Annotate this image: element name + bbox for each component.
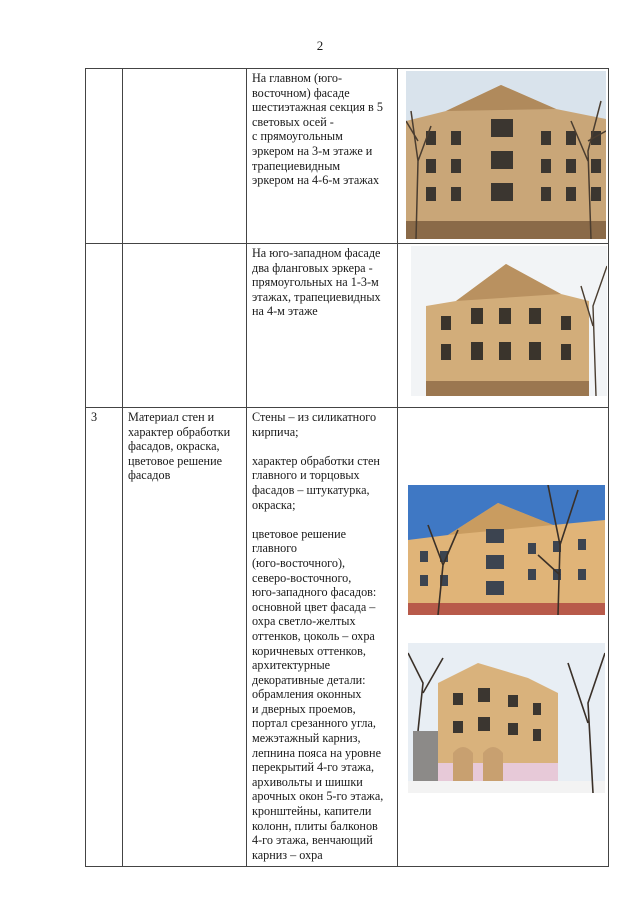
name-line: цветовое решение — [128, 453, 222, 468]
row-number-cell: 3 — [86, 408, 123, 867]
description-line: На главном (юго- — [252, 71, 343, 85]
description-line: охра светло-желтых — [252, 614, 356, 629]
description-line: карниз – охра — [252, 847, 323, 862]
description-line: обрамления оконных — [252, 687, 362, 702]
description-line: на 4-м этаже — [252, 304, 318, 319]
description-line: восточном) фасаде — [252, 85, 350, 100]
description-line: северо-восточного, — [252, 570, 352, 585]
description-line: (юго-восточного), — [252, 555, 346, 570]
description-line: цветовое решение — [252, 526, 346, 541]
building-photo-icon — [408, 485, 605, 615]
description-line: архитектурные — [252, 658, 331, 673]
description-line: эркером на 4-6-м этажах — [252, 173, 380, 188]
row-description-cell — [247, 69, 398, 244]
building-photo — [408, 643, 605, 793]
name-line: фасадов, окраска, — [128, 439, 220, 454]
description-line: юго-западного фасадов: — [252, 585, 377, 600]
description-line: окраска; — [252, 497, 296, 512]
table-row — [86, 408, 609, 867]
building-photo — [406, 71, 606, 239]
name-line: фасадов — [128, 468, 171, 483]
description-line: архивольты и шишки — [252, 774, 363, 789]
name-line: Материал стен и — [128, 410, 215, 424]
description-line: прямоугольных на 1-3-м — [252, 275, 379, 290]
description-line: межэтажный карниз, — [252, 731, 361, 746]
table-row — [86, 244, 609, 408]
description-line: оттенков, цоколь – охра — [252, 628, 375, 643]
row-name-cell — [123, 244, 247, 408]
description-line: световых осей - — [252, 114, 334, 129]
description-line: главного и торцовых — [252, 468, 360, 483]
row-description-cell — [247, 244, 398, 408]
building-photo — [408, 485, 605, 615]
description-line: перекрытий 4-го этажа, — [252, 760, 375, 775]
description-line: эркером на 3-м этаже и — [252, 143, 373, 158]
description-line: лепнина пояса на уровне — [252, 745, 381, 760]
row-name-cell — [123, 408, 247, 867]
table-row — [86, 69, 609, 244]
row-photo-cell — [398, 408, 609, 867]
building-photo-icon — [408, 643, 605, 793]
description-line: этажах, трапециевидных — [252, 289, 381, 304]
description-line: характер обработки стен — [252, 453, 380, 468]
building-photo — [411, 246, 607, 396]
row-number-cell — [86, 244, 123, 408]
row-name-cell — [123, 69, 247, 244]
description-line: трапециевидным — [252, 158, 341, 173]
description-line: два фланговых эркера - — [252, 260, 373, 275]
description-line: кирпича; — [252, 424, 299, 439]
description-line: Стены – из силикатного — [252, 410, 377, 424]
description-line: кронштейны, капители — [252, 804, 372, 819]
description-line: На юго-западном фасаде — [252, 246, 381, 260]
description-line: с прямоугольным — [252, 129, 343, 144]
page-number: 2 — [316, 38, 324, 53]
building-photo-icon — [406, 71, 606, 239]
description-line: портал срезанного угла, — [252, 716, 376, 731]
name-line: характер обработки — [128, 424, 231, 439]
description-line: шестиэтажная секция в 5 — [252, 100, 383, 115]
description-line: колонн, плиты балконов — [252, 818, 378, 833]
row-number-cell — [86, 69, 123, 244]
description-line: основной цвет фасада – — [252, 599, 376, 614]
row-photo-cell — [398, 244, 609, 408]
passport-table — [85, 68, 609, 867]
building-photo-icon — [411, 246, 607, 396]
description-line: коричневых оттенков, — [252, 643, 366, 658]
description-line: фасадов – штукатурка, — [252, 482, 370, 497]
description-line: главного — [252, 541, 298, 556]
row-description-cell — [247, 408, 398, 867]
description-line: декоративные детали: — [252, 672, 366, 687]
description-line: и дверных проемов, — [252, 701, 356, 716]
row-photo-cell — [398, 69, 609, 244]
description-line: арочных окон 5-го этажа, — [252, 789, 384, 804]
description-line: 4-го этажа, венчающий — [252, 833, 373, 848]
